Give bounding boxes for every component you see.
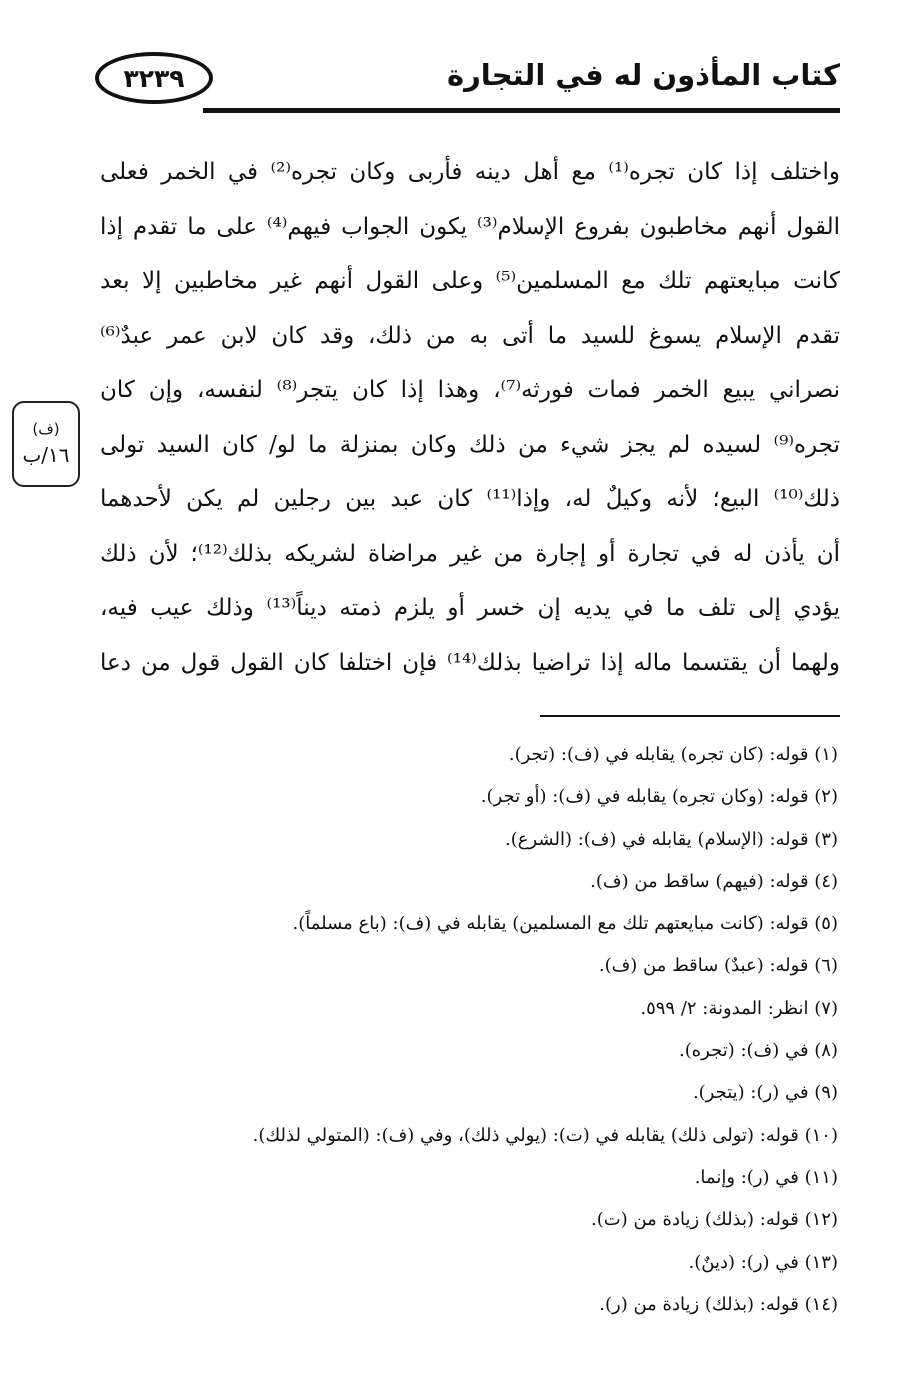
- footnote: (١) قوله: (كان تجره) يقابله في (ف): (تجر).: [508, 744, 838, 765]
- main-text-line: كانت مبايعتهم تلك مع المسلمين⁽⁵⁾ وعلى القول أنهم غير مخاطبين إلا بعد: [100, 268, 840, 294]
- main-text-line: تقدم الإسلام يسوغ للسيد ما أتى به من ذلك، وقد كان لابن عمر عبدٌ⁽⁶⁾: [100, 322, 840, 349]
- page-number: ٣٢٣٩: [95, 52, 213, 104]
- margin-folio-number: ١٦/ب: [22, 443, 70, 467]
- page-header: [95, 52, 840, 118]
- main-text-line: واختلف إذا كان تجره⁽¹⁾ مع أهل دينه فأربى وكان تجره⁽²⁾ في الخمر فعلى: [100, 159, 840, 185]
- footnote: (٦) قوله: (عبدٌ) ساقط من (ف).: [598, 955, 838, 977]
- main-text-line: يؤدي إلى تلف ما في يديه إن خسر أو يلزم ذمته ديناً⁽¹³⁾ وذلك عيب فيه،: [100, 595, 840, 621]
- footnote: (١١) في (ر): وإنما.: [694, 1166, 838, 1188]
- footnote: (٩) في (ر): (يتجر).: [692, 1082, 838, 1104]
- footnote: (١٢) قوله: (بذلك) زيادة من (ت).: [591, 1209, 838, 1231]
- footnote: (١٣) في (ر): (دينٌ).: [688, 1251, 838, 1273]
- main-text-line: أن يأذن له في تجارة أو إجارة من غير مراضاة لشريكه بذلك⁽¹²⁾؛ لأن ذلك: [100, 540, 840, 567]
- margin-folio-note: [12, 401, 80, 487]
- main-text-line: ولهما أن يقتسما ماله إذا تراضيا بذلك⁽¹⁴⁾ فإن اختلفا كان القول قول من دعا: [100, 649, 840, 676]
- footnote: (٢) قوله: (وكان تجره) يقابله في (ف): (أو تجر).: [480, 786, 838, 808]
- header-rule: [203, 108, 840, 113]
- footnote: (٨) في (ف): (تجره).: [678, 1040, 838, 1062]
- main-text: [100, 145, 840, 690]
- footnote: (٧) انظر: المدونة: ٢/ ٥٩٩.: [640, 997, 838, 1019]
- book-title: كتاب المأذون له في التجارة: [446, 58, 840, 92]
- main-text-line: تجره⁽⁹⁾ لسيده لم يجز شيء من ذلك وكان بمنزلة ما لو/ كان السيد تولى: [100, 431, 840, 458]
- footnotes: [138, 734, 838, 1326]
- main-text-line: ذلك⁽¹⁰⁾ البيع؛ لأنه وكيلٌ له، وإذا⁽¹¹⁾ كان عبد بين رجلين لم يكن لأحدهما: [100, 486, 840, 512]
- main-text-line: القول أنهم مخاطبون بفروع الإسلام⁽³⁾ يكون الجواب فيهم⁽⁴⁾ على ما تقدم إذا: [100, 213, 840, 240]
- footnote-separator: [540, 715, 840, 717]
- main-text-line: نصراني يبيع الخمر فمات فورثه⁽⁷⁾، وهذا إذا كان يتجر⁽⁸⁾ لنفسه، وإن كان: [100, 377, 840, 403]
- footnote: (٤) قوله: (فيهم) ساقط من (ف).: [590, 870, 838, 892]
- footnote: (٣) قوله: (الإسلام) يقابله في (ف): (الشرع).: [504, 828, 838, 850]
- footnote: (١٠) قوله: (تولى ذلك) يقابله في (ت): (يولي ذلك)، وفي (ف): (المتولي لذلك).: [252, 1124, 838, 1146]
- footnote: (١٤) قوله: (بذلك) زيادة من (ر).: [599, 1293, 838, 1315]
- margin-manuscript-siglum: (ف): [32, 420, 60, 438]
- footnote: (٥) قوله: (كانت مبايعتهم تلك مع المسلمين) يقابله في (ف): (باع مسلماً).: [292, 913, 838, 935]
